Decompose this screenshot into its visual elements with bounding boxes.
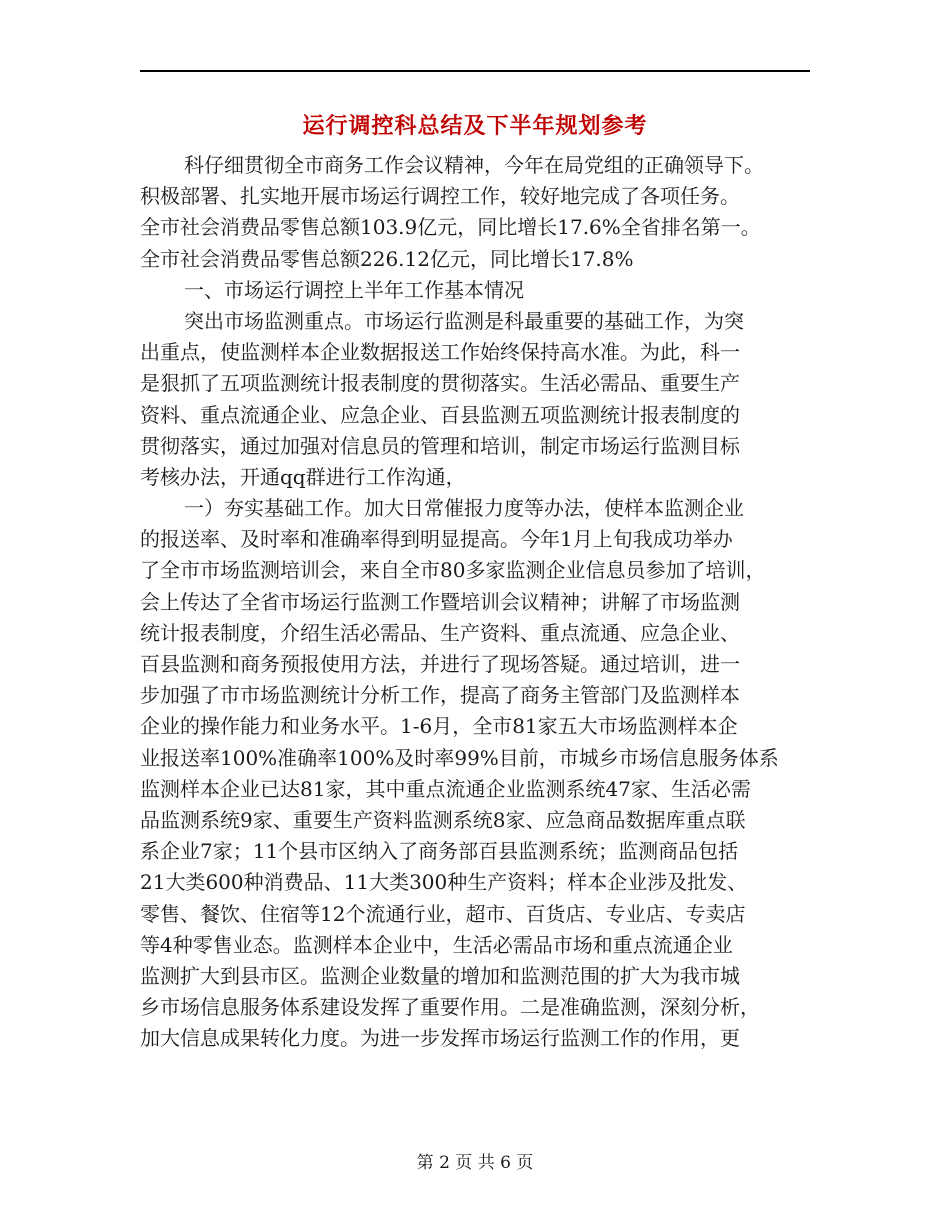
paragraph-line: 会上传达了全省市场运行监测工作暨培训会议精神；讲解了市场监测 — [140, 589, 740, 614]
paragraph-line: 全市社会消费品零售总额103.9亿元，同比增长17.6%全省排名第一。 — [140, 215, 761, 240]
paragraph-line: 的报送率、及时率和准确率得到明显提高。今年1月上旬我成功举办 — [140, 527, 733, 552]
paragraph-line: 是狠抓了五项监测统计报表制度的贯彻落实。生活必需品、重要生产 — [140, 371, 740, 396]
paragraph-line: 加大信息成果转化力度。为进一步发挥市场运行监测工作的作用，更 — [140, 1026, 740, 1051]
paragraph-line: 监测扩大到县市区。监测企业数量的增加和监测范围的扩大为我市城 — [140, 963, 740, 988]
paragraph-line: 21大类600种消费品、11大类300种生产资料；样本企业涉及批发、 — [140, 870, 748, 895]
paragraph-line: 零售、餐饮、住宿等12个流通行业，超市、百货店、专业店、专卖店 — [140, 901, 746, 926]
paragraph-line: 步加强了市市场监测统计分析工作，提高了商务主管部门及监测样本 — [140, 683, 740, 708]
paragraph-line: 百县监测和商务预报使用方法，并进行了现场答疑。通过培训，进一 — [140, 652, 740, 676]
paragraph-line: 出重点，使监测样本企业数据报送工作始终保持高水准。为此，科一 — [140, 340, 740, 365]
paragraph-line: 积极部署、扎实地开展市场运行调控工作，较好地完成了各项任务。 — [140, 184, 740, 209]
document-body — [140, 150, 810, 1054]
paragraph-line: 系企业7家；11个县市区纳入了商务部百县监测系统；监测商品包括 — [140, 839, 739, 864]
paragraph-line: 考核办法，开通qq群进行工作沟通， — [140, 464, 466, 489]
paragraph-line: 乡市场信息服务体系建设发挥了重要作用。二是准确监测，深刻分析， — [140, 995, 760, 1020]
paragraph-line: 贯彻落实，通过加强对信息员的管理和培训，制定市场运行监测目标 — [140, 433, 740, 458]
paragraph-line: 统计报表制度，介绍生活必需品、生产资料、重点流通、应急企业、 — [140, 620, 740, 645]
paragraph-line: 等4种零售业态。监测样本企业中，生活必需品市场和重点流通企业 — [140, 932, 733, 957]
paragraph-line: 了全市市场监测培训会，来自全市80多家监测企业信息员参加了培训， — [140, 558, 766, 583]
paragraph-line: 品监测系统9家、重要生产资料监测系统8家、应急商品数据库重点联 — [140, 807, 746, 832]
paragraph-line: 突出市场监测重点。市场运行监测是科最重要的基础工作，为突 — [184, 308, 744, 333]
header-rule — [140, 70, 810, 72]
paragraph-line: 监测样本企业已达81家，其中重点流通企业监测系统47家、生活必需 — [140, 776, 751, 801]
paragraph-line: 科仔细贯彻全市商务工作会议精神，今年在局党组的正确领导下。 — [184, 153, 764, 177]
section-heading: 一、市场运行调控上半年工作基本情况 — [184, 277, 524, 302]
paragraph-line: 业报送率100%准确率100%及时率99%目前，市城乡市场信息服务体系 — [140, 745, 779, 770]
page-number-footer: 第 2 页 共 6 页 — [416, 1153, 534, 1173]
document-title: 运行调控科总结及下半年规划参考 — [302, 113, 648, 139]
paragraph-line: 企业的操作能力和业务水平。1-6月，全市81家五大市场监测样本企 — [140, 714, 738, 739]
paragraph-line: 资料、重点流通企业、应急企业、百县监测五项监测统计报表制度的 — [140, 402, 740, 427]
paragraph-line: 全市社会消费品零售总额226.12亿元，同比增长17.8% — [140, 246, 634, 271]
paragraph-line: 一）夯实基础工作。加大日常催报力度等办法，使样本监测企业 — [184, 496, 744, 521]
